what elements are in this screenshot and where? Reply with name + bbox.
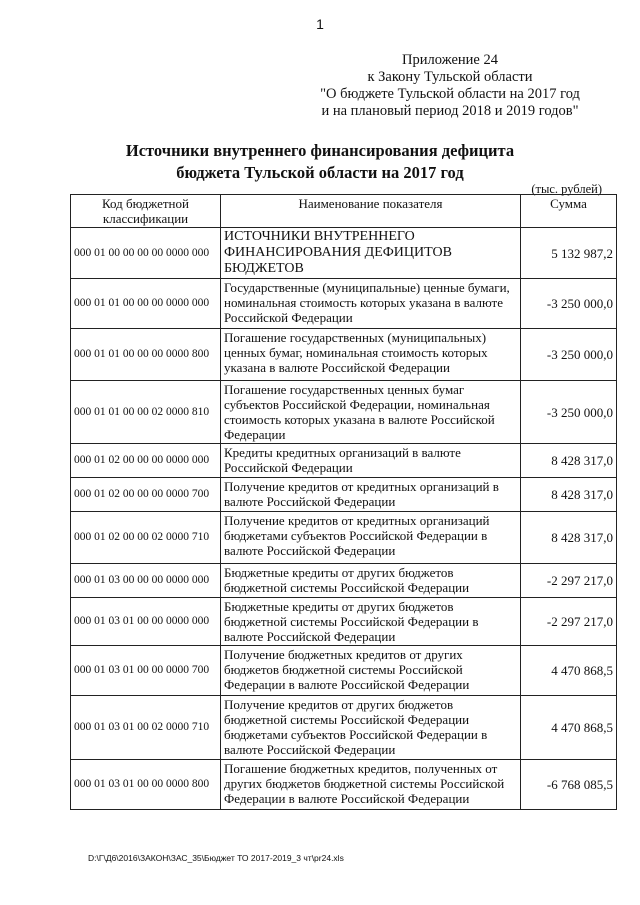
- name-cell: Погашение бюджетных кредитов, полученных от других бюджетов бюджетной системы Российской Федерации в валюте Российской Федерации: [221, 760, 521, 810]
- sum-cell: 8 428 317,0: [521, 512, 617, 564]
- sum-cell: -3 250 000,0: [521, 279, 617, 329]
- file-path-footer: D:\Г\Д6\2016\ЗАКОН\ЗАС_35\Бюджет ТО 2017-2019_3 чт\pr24.xls: [88, 853, 344, 863]
- appendix-line-4: и на плановый период 2018 и 2019 годов": [321, 103, 579, 119]
- table-row: [71, 228, 617, 279]
- sum-cell: 8 428 317,0: [521, 444, 617, 478]
- sum-cell: 4 470 868,5: [521, 646, 617, 696]
- name-cell: Погашение государственных ценных бумаг субъектов Российской Федерации, номинальная стоимость которых указана в валюте Российской Федерации: [221, 381, 521, 444]
- table-row: [71, 279, 617, 329]
- name-cell: Получение кредитов от других бюджетов бюджетной системы Российской Федерации бюджетами субъектов Российской Федерации в валюте Российской Федерации: [221, 696, 521, 760]
- table-header-row: [71, 195, 617, 228]
- name-cell: Получение кредитов от кредитных организаций бюджетами субъектов Российской Федерации в валюте Российской Федерации: [221, 512, 521, 564]
- table-row: [71, 512, 617, 564]
- table-row: [71, 696, 617, 760]
- code-cell: 000 01 03 01 00 02 0000 710: [71, 696, 221, 760]
- document-title: [0, 140, 640, 184]
- sum-cell: -2 297 217,0: [521, 564, 617, 598]
- name-cell: Бюджетные кредиты от других бюджетов бюджетной системы Российской Федерации в валюте Российской Федерации: [221, 598, 521, 646]
- header-name: Наименование показателя: [221, 195, 521, 228]
- financing-sources-table: [70, 194, 617, 810]
- code-cell: 000 01 02 00 00 00 0000 700: [71, 478, 221, 512]
- name-cell: Получение кредитов от кредитных организаций в валюте Российской Федерации: [221, 478, 521, 512]
- table-row: [71, 381, 617, 444]
- table-row: [71, 329, 617, 381]
- name-cell: Погашение государственных (муниципальных) ценных бумаг, номинальная стоимость которых указана в валюте Российской Федерации: [221, 329, 521, 381]
- header-code: Код бюджетной классификации: [71, 195, 221, 228]
- table-row: [71, 598, 617, 646]
- title-line-1: Источники внутреннего финансирования дефицита: [125, 141, 515, 160]
- header-sum: Сумма: [521, 195, 617, 228]
- page-number: 1: [316, 16, 324, 32]
- appendix-line-3: "О бюджете Тульской области на 2017 год: [320, 86, 580, 102]
- sum-cell: 4 470 868,5: [521, 696, 617, 760]
- sum-cell: 5 132 987,2: [521, 228, 617, 279]
- code-cell: 000 01 02 00 00 02 0000 710: [71, 512, 221, 564]
- code-cell: 000 01 03 00 00 00 0000 000: [71, 564, 221, 598]
- table-row: [71, 478, 617, 512]
- name-cell: Бюджетные кредиты от других бюджетов бюджетной системы Российской Федерации: [221, 564, 521, 598]
- code-cell: 000 01 01 00 00 02 0000 810: [71, 381, 221, 444]
- code-cell: 000 01 03 01 00 00 0000 800: [71, 760, 221, 810]
- code-cell: 000 01 02 00 00 00 0000 000: [71, 444, 221, 478]
- table-row: [71, 564, 617, 598]
- code-cell: 000 01 00 00 00 00 0000 000: [71, 228, 221, 279]
- appendix-line-2: к Закону Тульской области: [367, 69, 533, 85]
- name-cell: Получение бюджетных кредитов от других бюджетов бюджетной системы Российской Федерации в валюте Российской Федерации: [221, 646, 521, 696]
- sum-cell: -3 250 000,0: [521, 329, 617, 381]
- table-row: [71, 646, 617, 696]
- appendix-header: [320, 52, 580, 120]
- sum-cell: -3 250 000,0: [521, 381, 617, 444]
- title-line-2: бюджета Тульской области на 2017 год: [176, 163, 464, 182]
- name-cell: Государственные (муниципальные) ценные бумаги, номинальная стоимость которых указана в валюте Российской Федерации: [221, 279, 521, 329]
- code-cell: 000 01 03 01 00 00 0000 000: [71, 598, 221, 646]
- name-cell: Кредиты кредитных организаций в валюте Российской Федерации: [221, 444, 521, 478]
- code-cell: 000 01 01 00 00 00 0000 800: [71, 329, 221, 381]
- sum-cell: 8 428 317,0: [521, 478, 617, 512]
- appendix-line-1: Приложение 24: [402, 52, 498, 68]
- code-cell: 000 01 03 01 00 00 0000 700: [71, 646, 221, 696]
- sum-cell: -6 768 085,5: [521, 760, 617, 810]
- units-label: (тыс. рублей): [531, 182, 602, 196]
- code-cell: 000 01 01 00 00 00 0000 000: [71, 279, 221, 329]
- table-row: [71, 760, 617, 810]
- name-cell: ИСТОЧНИКИ ВНУТРЕННЕГО ФИНАНСИРОВАНИЯ ДЕФИЦИТОВ БЮДЖЕТОВ: [221, 228, 521, 279]
- sum-cell: -2 297 217,0: [521, 598, 617, 646]
- table-body: [71, 228, 617, 810]
- table-row: [71, 444, 617, 478]
